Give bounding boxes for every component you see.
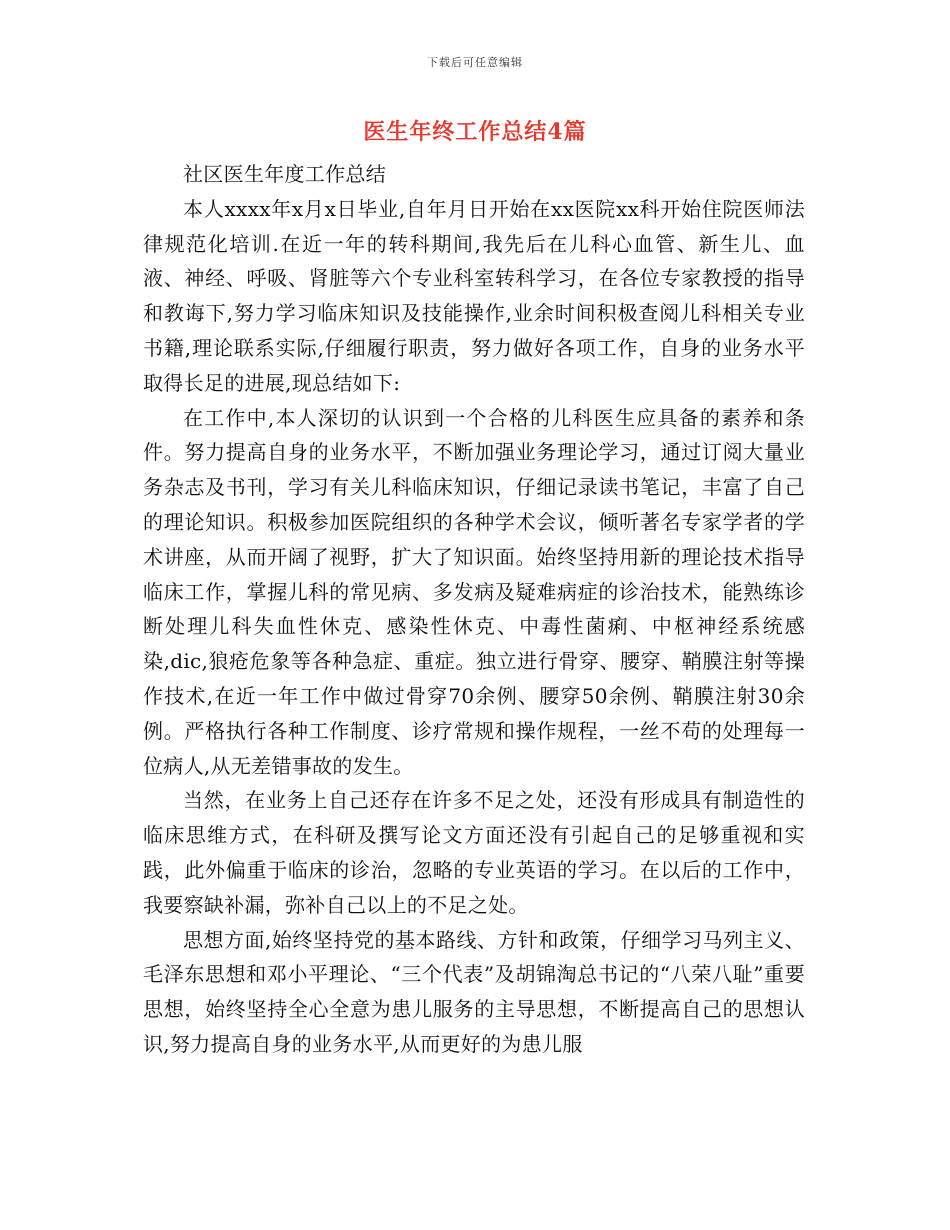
document-body xyxy=(143,157,805,1062)
document-title: 医生年终工作总结4篇 xyxy=(363,119,587,145)
paragraph-intro: 本人xxxx年x月x日毕业,自年月日开始在xx医院xx科开始住院医师法律规范化培训.在近一年的转科期间,我先后在儿科心血管、新生儿、血液、神经、呼吸、肾脏等六个专业科室转科学习，在各位专家教授的指导和教诲下,努力学习临床知识及技能操作,业余时间积极查阅儿科相关专业书籍,理论联系实际,仔细履行职责，努力做好各项工作，自身的业务水平取得长足的进展,现总结如下: xyxy=(143,196,805,395)
paragraph-shortcomings: 当然，在业务上自己还存在许多不足之处，还没有形成具有制造性的临床思维方式，在科研及撰写论文方面还没有引起自己的足够重视和实践，此外偏重于临床的诊治，忽略的专业英语的学习。在以后的工作中，我要察缺补漏，弥补自己以上的不足之处。 xyxy=(143,788,805,917)
paragraph-work: 在工作中,本人深切的认识到一个合格的儿科医生应具备的素养和条件。努力提高自身的业务水平，不断加强业务理论学习，通过订阅大量业务杂志及书刊，学习有关儿科临床知识，仔细记录读书笔记，丰富了自己的理论知识。积极参加医院组织的各种学术会议，倾听著名专家学者的学术讲座，从而开阔了视野，扩大了知识面。始终坚持用新的理论技术指导临床工作，掌握儿科的常见病、多发病及疑难病症的诊治技术，能熟练诊断处理儿科失血性休克、感染性休克、中毒性菌痢、中枢神经系统感染,dic,狼疮危象等各种急症、重症。独立进行骨穿、腰穿、鞘膜注射等操作技术,在近一年工作中做过骨穿70余例、腰穿50余例、鞘膜注射30余例。严格执行各种工作制度、诊疗常规和操作规程，一丝不苟的处理每一位病人,从无差错事故的发生。 xyxy=(143,405,805,778)
paragraph-subtitle: 社区医生年度工作总结 xyxy=(183,162,386,186)
paragraph-ideology: 思想方面,始终坚持党的基本路线、方针和政策，仔细学习马列主义、毛泽东思想和邓小平理论、“三个代表”及胡锦淘总书记的“八荣八耻”重要思想，始终坚持全心全意为患儿服务的主导思想，不断提高自己的思想认识,努力提高自身的业务水平,从而更好的为患儿服 xyxy=(143,927,805,1056)
header-note: 下载后可任意编辑 xyxy=(427,56,523,69)
